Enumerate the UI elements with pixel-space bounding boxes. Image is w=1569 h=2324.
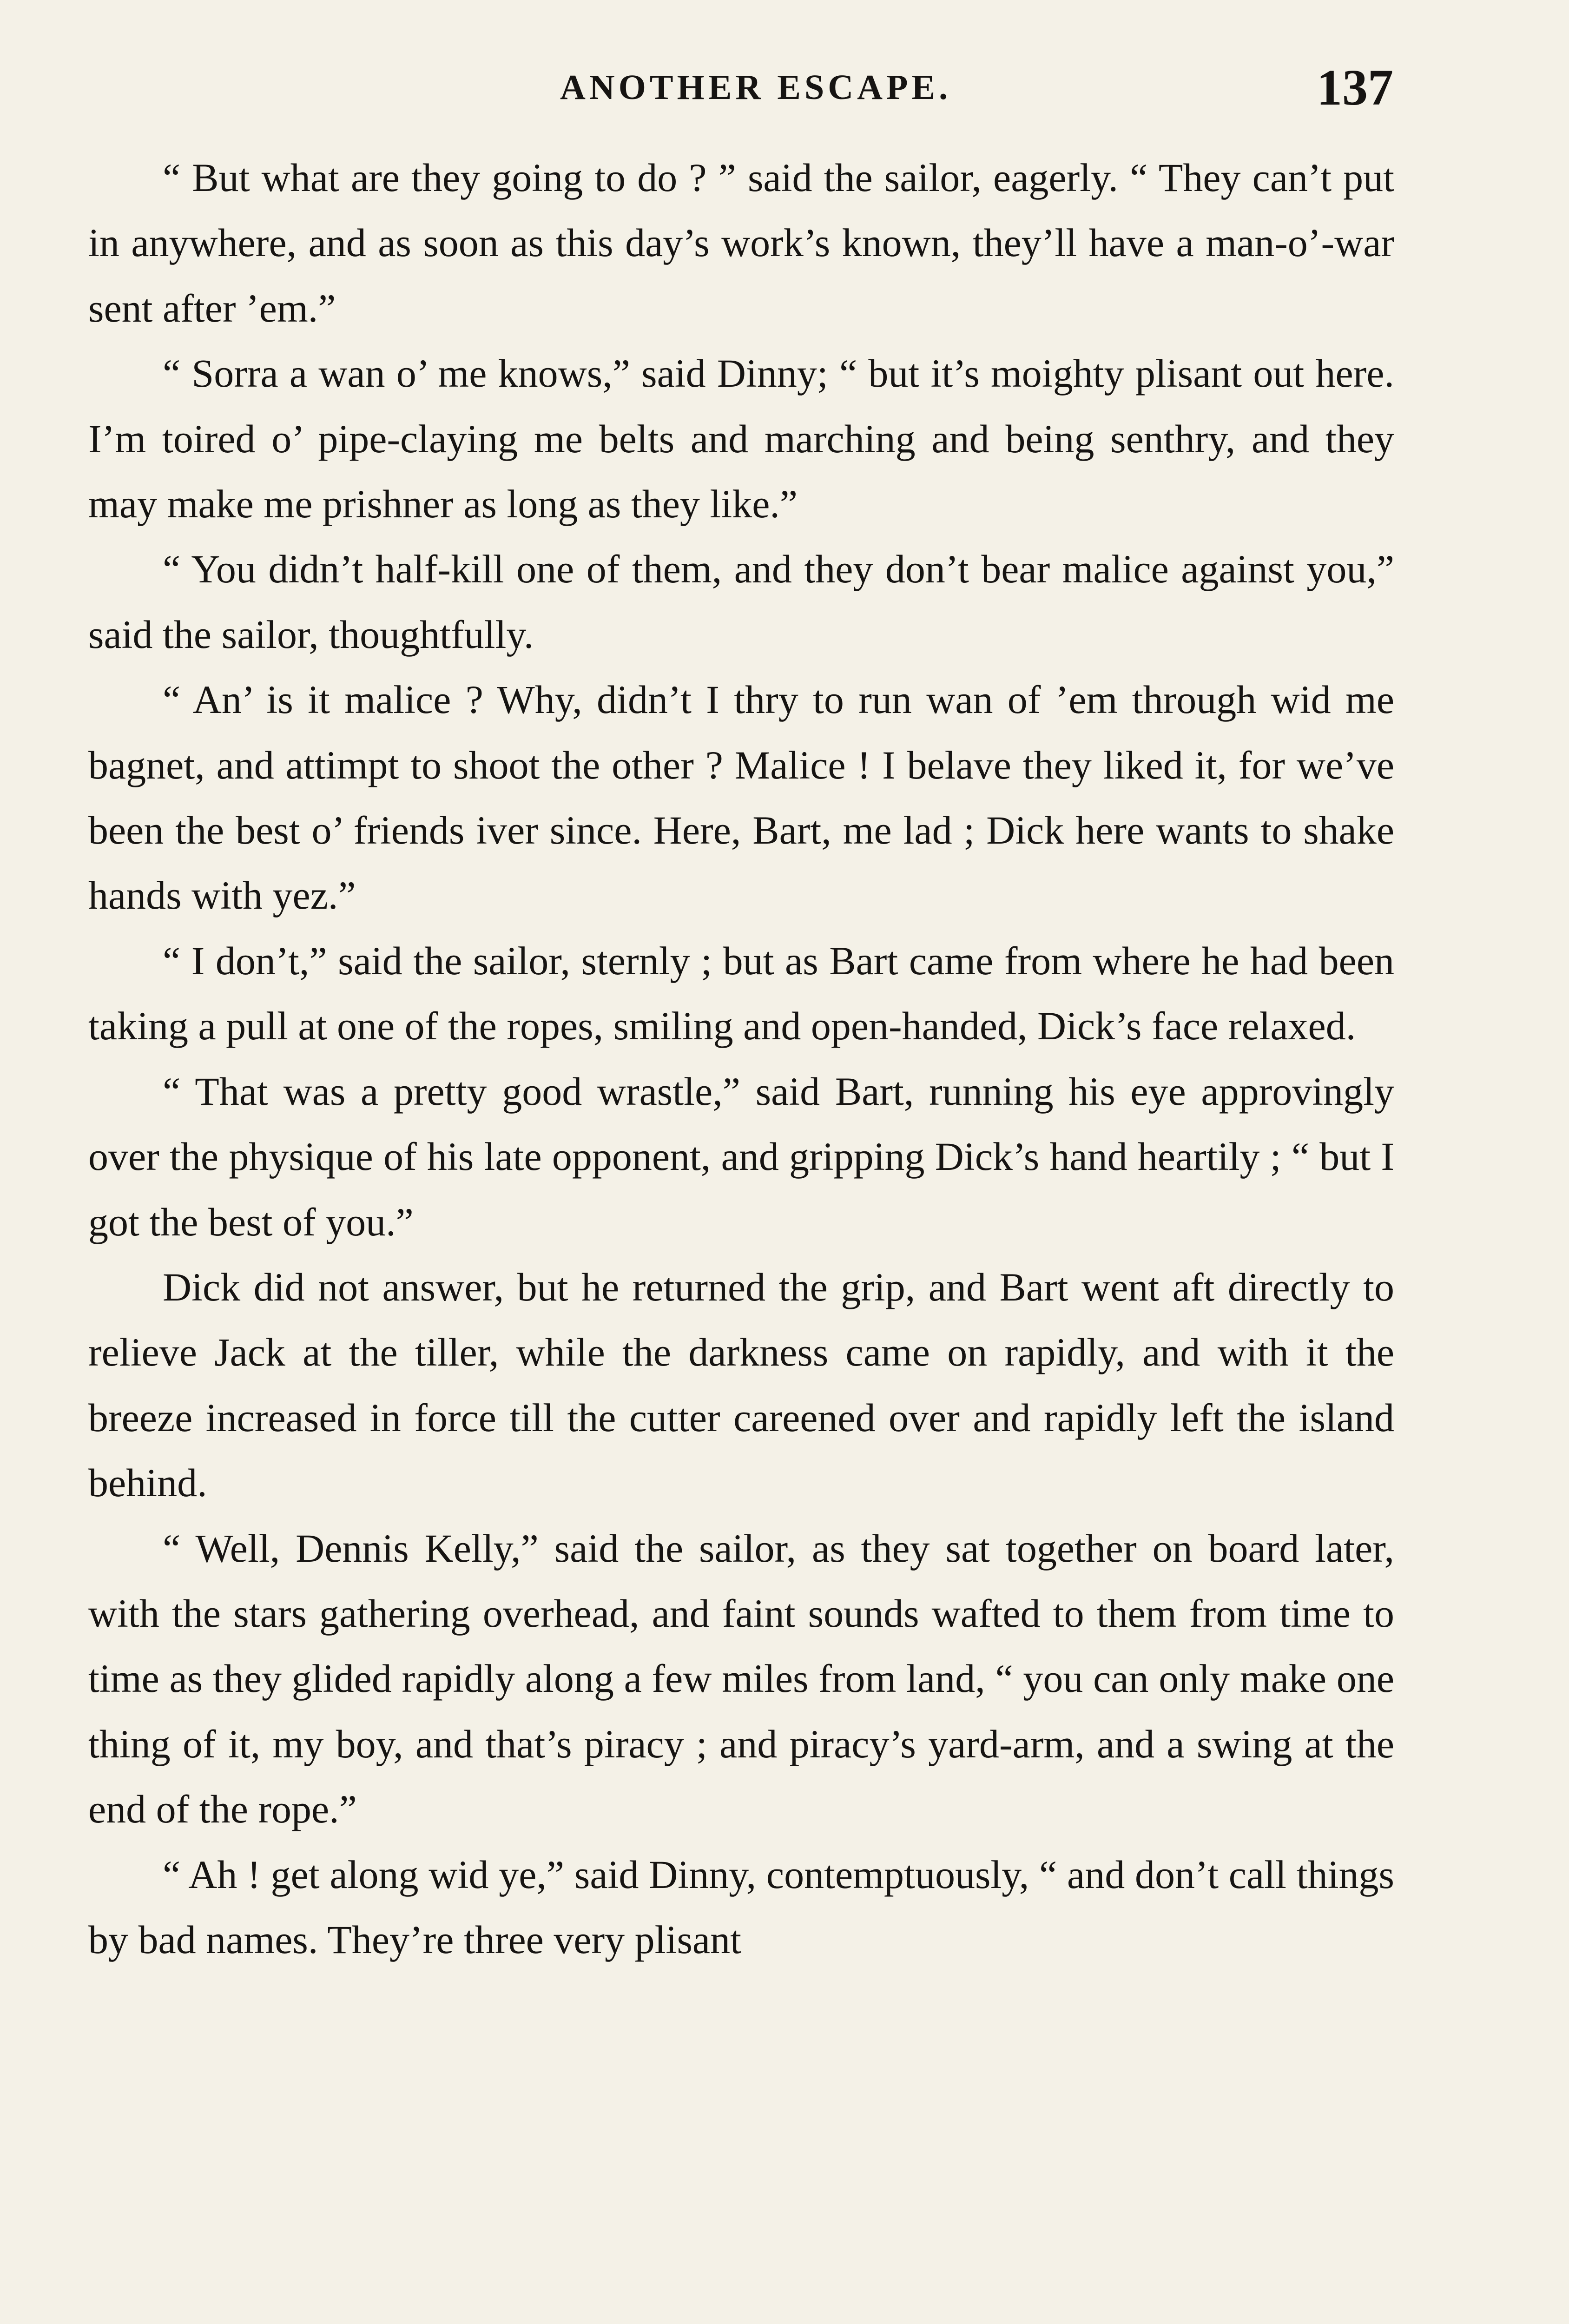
paragraph: “ I don’t,” said the sailor, sternly ; but as Bart came from where he had been taking a pull at one of the ropes, smiling and open-handed, Dick’s face relaxed. bbox=[88, 938, 1394, 1049]
paragraph: “ You didn’t half-kill one of them, and they don’t bear malice against you,” said the sailor, thoughtfully. bbox=[88, 547, 1394, 657]
body-text bbox=[88, 145, 1394, 1972]
page-number: 137 bbox=[1317, 59, 1393, 116]
paragraph: “ Well, Dennis Kelly,” said the sailor, as they sat together on board later, with the stars gathering overhead, and faint sounds wafted to them from time to time as they glided rapidly along a few miles from land, “ you can only make one thing of it, my boy, and that’s piracy ; and piracy’s yard-arm, and a swing at the end of the rope.” bbox=[88, 1525, 1394, 1832]
paragraph: “ Ah ! get along wid ye,” said Dinny, contemptuously, “ and don’t call things by bad names. They’re three very plisant bbox=[88, 1852, 1394, 1962]
running-title: ANOTHER ESCAPE. bbox=[560, 68, 952, 107]
running-head bbox=[0, 58, 1569, 123]
paragraph: “ Sorra a wan o’ me knows,” said Dinny; “ but it’s moighty plisant out here. I’m toired o’ pipe-claying me belts and marching and being senthry, and they may make me prishner as long as they like.” bbox=[88, 351, 1394, 527]
paragraph: “ But what are they going to do ? ” said the sailor, eagerly. “ They can’t put in anywhere, and as soon as this day’s work’s known, they’ll have a man-o’-war sent after ’em.” bbox=[88, 155, 1394, 330]
paragraph: “ That was a pretty good wrastle,” said Bart, running his eye approvingly over the physique of his late opponent, and gripping Dick’s hand heartily ; “ but I got the best of you.” bbox=[88, 1069, 1394, 1244]
paragraph: “ An’ is it malice ? Why, didn’t I thry to run wan of ’em through wid me bagnet, and attimpt to shoot the other ? Malice ! I belave they liked it, for we’ve been the best o’ friends iver since. Here, Bart, me lad ; Dick here wants to shake hands with yez.” bbox=[88, 677, 1394, 918]
paragraph: Dick did not answer, but he returned the grip, and Bart went aft directly to relieve Jack at the tiller, while the darkness came on rapidly, and with it the breeze increased in force till the cutter careened over and rapidly left the island behind. bbox=[88, 1264, 1394, 1505]
